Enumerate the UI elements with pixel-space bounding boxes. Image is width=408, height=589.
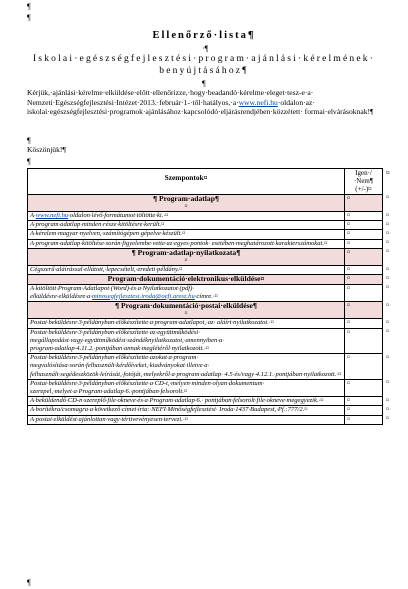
item-text: Postai·beküldésre·3·példányban·előkészítette·a·program·adatlapot,·az· aláírt·nyilatkozatot.·¤ <box>30 319 274 327</box>
yes-no-cell[interactable]: ¤ <box>345 230 383 239</box>
item-text: Cégszerű·aláírással·ellátott,·lepecsételt,·eredeti·példány.¤ <box>30 266 183 274</box>
section-header-row <box>28 275 393 284</box>
section-title-text: Program·dokumentáció·elektronikus·elküldése¤ <box>107 274 265 284</box>
document-subtitle: Iskolai·egészségfejlesztési·program·ajánlási·kérelmének· benyújtásához¶ <box>32 54 376 76</box>
yes-no-cell[interactable]: ¤ <box>345 194 383 211</box>
criteria-header: Szempontok¤ <box>28 169 345 195</box>
section-title-text: ¶ Program·adatlap·nyilatkozata¶ <box>131 247 241 257</box>
item-text: A·borítékra/csomagra·a·következő·címet·írta:·NEFI·Minőségfejlesztési· Iroda·1437·Budapest,·Pf.:777/2.¤ <box>30 406 308 414</box>
row-end-mark: ¤ <box>386 212 389 219</box>
yes-no-cell[interactable]: ¤ <box>345 284 383 301</box>
row-end-mark: ¤ <box>386 266 389 273</box>
yes-no-cell[interactable]: ¤ <box>345 379 383 396</box>
row-end-mark: ¤ <box>386 406 389 413</box>
pilcrow-mark: ¶ <box>202 79 206 88</box>
checklist-row <box>28 415 393 424</box>
checklist-row <box>28 406 393 415</box>
checklist-item <box>28 212 345 221</box>
section-title-text: ¶ Program·adatlap¶ <box>152 193 220 203</box>
cell-end-mark: ¤ <box>386 167 390 177</box>
item-link[interactable]: www.nefi.hu <box>35 212 69 220</box>
checklist-row <box>28 319 393 328</box>
item-text: ·címre.·¤ <box>194 292 218 300</box>
yes-no-cell[interactable]: ¤ <box>345 397 383 406</box>
section-title-text: ¶ Program·dokumentáció·postai·elküldése¶ <box>114 301 257 311</box>
yes-no-cell[interactable]: ¤ <box>345 328 383 354</box>
section-title <box>28 248 345 265</box>
pilcrow-mark: ¶ <box>27 13 31 22</box>
row-end-mark: ¤ <box>386 416 389 423</box>
item-text: Postai·beküldésre·3·példányban·előkészítette·az·együttműködési· megállapodást·vagy·együttműködési·szándéknyilatkozatot,·amennyiben·a· program·adatlap·4.11.2.·pontjában·annak·meglétéről·nyilatkozott.·¤ <box>30 328 224 353</box>
item-text: A·kitöltött·Program·Adatlapot·(Word)·és·a·Nyilatkozatot·(pdf)· elküldésre·elküldésre·a· <box>30 284 194 300</box>
row-end-mark: ¤ <box>386 380 389 387</box>
checklist-item <box>28 379 345 396</box>
section-title <box>28 275 345 284</box>
yes-no-cell[interactable]: ¤ <box>345 248 383 265</box>
yes-no-cell[interactable]: ¤ <box>345 302 383 319</box>
section-title <box>28 302 345 319</box>
item-text: A·kérelem·magyar·nyelven,·számítógépen·gépelve·készült.¤ <box>30 230 186 238</box>
checklist-row <box>28 212 393 221</box>
checklist-item <box>28 354 345 380</box>
checklist-item <box>28 328 345 354</box>
row-end-mark: ¤ <box>386 302 389 309</box>
thanks-text: Köszönjük!¶ <box>27 145 66 154</box>
checklist-table <box>27 168 393 425</box>
row-end-mark: ¤ <box>386 285 389 292</box>
yes-no-cell[interactable]: ¤ <box>345 275 383 284</box>
cell-end-mark: ¤ <box>184 258 188 265</box>
checklist-row <box>28 284 393 301</box>
checklist-item <box>28 406 345 415</box>
item-text: A· <box>30 212 36 220</box>
pilcrow-mark: ¶ <box>27 2 31 11</box>
item-text: A·program·adatlap·kitöltése·során·figyelembe·vette·az·egyes·pontok· esetében·meghatározott·karakterszámokat.¤ <box>30 239 328 247</box>
intro-paragraph <box>27 88 395 117</box>
pilcrow-mark: ¶ <box>27 136 31 145</box>
intro-text: Kérjük,·ajánlási·kérelme·elküldése·előtt·ellenőrizze,·hogy·beadandó·kérelme·eleget·tesz-e·a· Nemzeti·Egészségfejlesztési·Intézet·2013.·február·1-·től·hatályos,·a· <box>27 88 314 107</box>
checklist-row <box>28 379 393 396</box>
row-end-mark: ¤ <box>386 329 389 336</box>
checklist-item <box>28 319 345 328</box>
checklist-item <box>28 284 345 301</box>
item-text: Postai·beküldésre·3·példányban·előkészítette·a·CD-t,·melyen·minden·olyan·dokumentum· szerepel,·melyet·a·Program·adatlap·6.·pontjában·felsorolt.¤ <box>30 379 265 396</box>
item-text: ·oldalon·lévő·formátumot·töltötte·ki.·¤ <box>68 212 169 220</box>
nefi-link[interactable]: www.nefi.hu <box>238 97 278 107</box>
yes-no-cell[interactable]: ¤ <box>345 354 383 380</box>
pilcrow-mark: ¶ <box>27 578 31 587</box>
checklist-row <box>28 354 393 380</box>
checklist-row <box>28 397 393 406</box>
row-end-mark: ¤ <box>386 240 389 247</box>
checklist-row <box>28 230 393 239</box>
row-end-mark: ¤ <box>386 397 389 404</box>
checklist-row <box>28 221 393 230</box>
checklist-item <box>28 221 345 230</box>
yes-no-cell[interactable]: ¤ <box>345 266 383 275</box>
row-end-mark: ¤ <box>386 319 389 326</box>
yes-no-cell[interactable]: ¤ <box>345 319 383 328</box>
checklist-row <box>28 328 393 354</box>
pilcrow-mark: ¶ <box>27 157 31 166</box>
yes-no-header: Igen·/·Nem¶ (+/-)¤ <box>345 169 383 195</box>
section-header-row <box>28 194 393 211</box>
intro-text: ·oldalon·az· iskolai·egészségfejlesztési·programok·ajánlásához·kapcsolódó·eljárásrendjében·közzétett· formai·elvárásoknak!¶ <box>27 97 374 117</box>
yes-no-cell[interactable]: ¤ <box>345 221 383 230</box>
yes-no-cell[interactable]: ¤ <box>345 406 383 415</box>
yes-no-cell[interactable]: ¤ <box>345 212 383 221</box>
item-text: Postai·beküldésre·3·példányban·előkészítette·azokat·a·program· megvalósítása·során·felhasznált·kérdőíveket,·kiadványokat·illetve·a· felhasznált·segédeszközök·leírását,·fotóját,·melyekről·a·program·adatlap· 4.5·és/vagy·4.12.1.·pontjában·nyilatkozott.·¤ <box>30 354 342 378</box>
row-end-mark: ¤ <box>386 275 389 282</box>
document-title: Ellenőrző·lista¶ <box>152 30 256 41</box>
yes-no-cell[interactable]: ¤ <box>345 415 383 424</box>
section-header-row <box>28 248 393 265</box>
item-text: A·postai·elküldést·ajánlottan·vagy·tértivevényesen·tervezi.·¤ <box>30 415 188 423</box>
item-link[interactable]: minosegfejlesztesi.iroda@oefi.aresz.hu <box>91 292 195 300</box>
section-title <box>28 194 345 211</box>
item-text: A·beküldendő·CD-n·szereplő·file·okneve·és·a·Program·adatlap·6.· pontjában·felsorolt·file·okneve·megegyezik.·¤ <box>30 397 324 405</box>
row-end-mark: ¤ <box>386 249 389 256</box>
checklist-item <box>28 397 345 406</box>
section-header-row <box>28 302 393 319</box>
row-end-mark: ¤ <box>386 195 389 202</box>
cell-end-mark: ¤ <box>184 203 188 210</box>
row-end-mark: ¤ <box>386 354 389 361</box>
pilcrow-mark: ·¶ <box>202 44 209 53</box>
table-header-row <box>28 169 393 195</box>
yes-no-cell[interactable]: ¤ <box>345 239 383 248</box>
row-end-mark: ¤ <box>386 230 389 237</box>
checklist-item <box>28 230 345 239</box>
cell-end-mark: ¤ <box>184 311 188 318</box>
checklist-item <box>28 415 345 424</box>
item-text: A·program·adatlap·minden·része·kitöltésre·került.¤ <box>30 221 165 229</box>
row-end-mark: ¤ <box>386 221 389 228</box>
